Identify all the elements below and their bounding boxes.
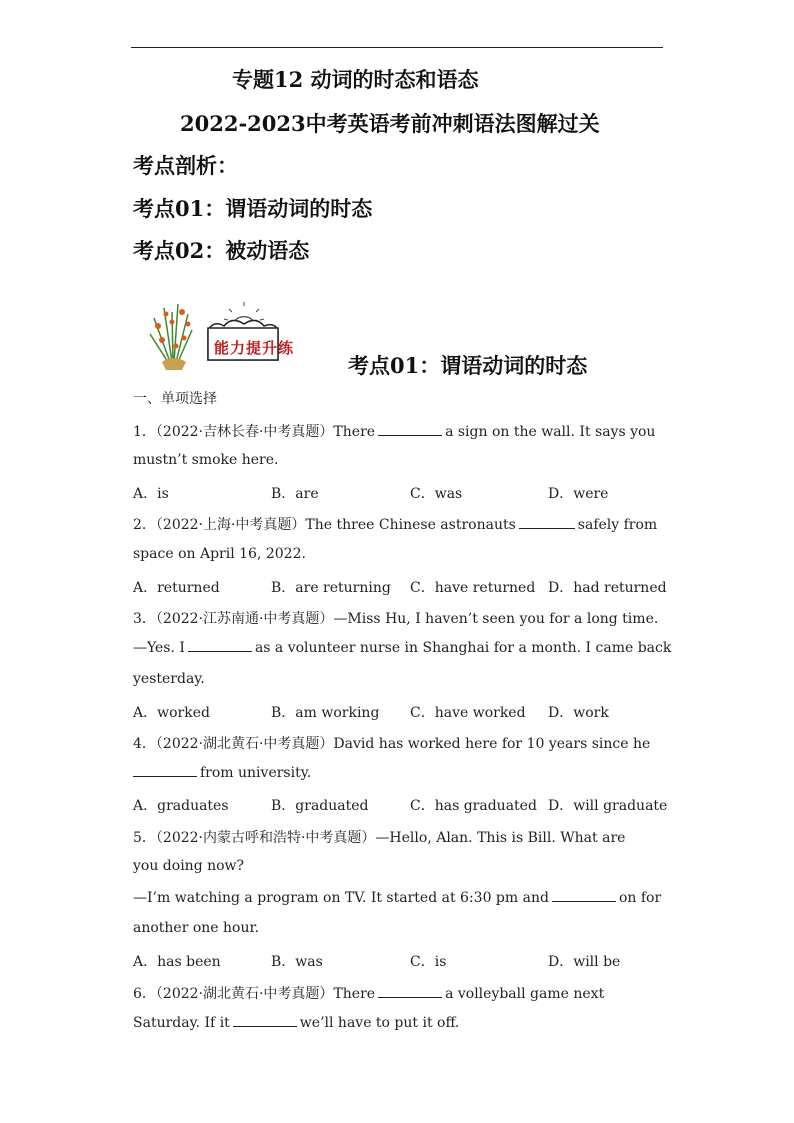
- option-c: C．is: [410, 954, 447, 970]
- question-3-line-1: 3．（2022·江苏南通·中考真题）—Miss Hu, I haven’t seen you for a long time.: [133, 611, 659, 627]
- question-6-text-2-cont: we’ll have to put it off.: [299, 1015, 460, 1031]
- question-2-text-cont: safely from: [577, 517, 658, 533]
- option-c: C．has graduated: [410, 798, 537, 814]
- question-1-text: 1．（2022·吉林长春·中考真题）There: [133, 424, 376, 440]
- option-b: B．graduated: [271, 798, 369, 814]
- answer-blank: [233, 1014, 297, 1027]
- option-b: B．am working: [271, 705, 380, 721]
- question-3-line-2: [133, 639, 671, 656]
- ability-badge: [144, 300, 344, 370]
- question-5-line-1: 5．（2022·内蒙古呼和浩特·中考真题）—Hello, Alan. This is Bill. What are: [133, 830, 626, 846]
- question-5-line-2: you doing now?: [133, 858, 245, 874]
- section-title: 考点01：谓语动词的时态: [348, 353, 588, 378]
- question-1-line-1: [133, 421, 655, 441]
- question-1-line-2: mustn’t smoke here.: [133, 452, 279, 468]
- question-2-line-2: space on April 16, 2022.: [133, 546, 306, 562]
- question-5-text: —I’m watching a program on TV. It started at 6:30 pm and: [133, 890, 549, 906]
- question-3-text-cont: as a volunteer nurse in Shanghai for a month. I came back: [254, 640, 672, 656]
- option-d: D．work: [548, 705, 609, 721]
- document-subtitle: 2022-2023中考英语考前冲刺语法图解过关: [180, 111, 600, 136]
- badge-label: 能力提升练: [214, 339, 295, 357]
- plant-icon: [144, 300, 344, 370]
- question-6-text-cont: a volleyball game next: [445, 986, 605, 1002]
- option-c: C．have worked: [410, 705, 526, 721]
- answer-blank: [378, 423, 442, 436]
- question-4-line-1: 4．（2022·湖北黄石·中考真题）David has worked here for 10 years since he: [133, 736, 651, 752]
- option-d: D．had returned: [548, 580, 667, 596]
- question-4-text-cont: from university.: [200, 765, 312, 781]
- question-4-line-2: [133, 764, 311, 781]
- question-6-text: 6．（2022·湖北黄石·中考真题）There: [133, 986, 376, 1002]
- question-2-text: 2．（2022·上海·中考真题）The three Chinese astronauts: [133, 517, 516, 533]
- option-a: A．has been: [133, 954, 221, 970]
- option-a: A．graduates: [133, 798, 229, 814]
- option-d: D．will graduate: [548, 798, 668, 814]
- section-subheading: 一、单项选择: [133, 391, 217, 407]
- question-3-line-3: yesterday.: [133, 671, 205, 687]
- option-a: A．is: [133, 486, 169, 502]
- option-c: C．was: [410, 486, 463, 502]
- question-1-text-cont: a sign on the wall. It says you: [445, 424, 656, 440]
- answer-blank: [378, 985, 442, 998]
- question-5-line-3: [133, 889, 661, 906]
- option-c: C．have returned: [410, 580, 536, 596]
- option-d: D．will be: [548, 954, 621, 970]
- point-2-heading: 考点02：被动语态: [133, 238, 310, 263]
- option-a: A．returned: [133, 580, 220, 596]
- point-1-heading: 考点01：谓语动词的时态: [133, 196, 373, 221]
- question-6-line-1: [133, 983, 604, 1003]
- option-b: B．are: [271, 486, 319, 502]
- question-5-line-4: another one hour.: [133, 920, 260, 936]
- answer-blank: [133, 764, 197, 777]
- question-6-text-2: Saturday. If it: [133, 1015, 230, 1031]
- answer-blank: [552, 889, 616, 902]
- option-b: B．was: [271, 954, 323, 970]
- header-rule: [131, 47, 663, 48]
- answer-blank: [188, 639, 252, 652]
- document-title: 专题12 动词的时态和语态: [232, 67, 479, 92]
- question-5-text-cont: on for: [618, 890, 662, 906]
- question-3-text: —Yes. I: [133, 640, 185, 656]
- analysis-heading: 考点剖析：: [133, 153, 238, 178]
- question-6-line-2: [133, 1014, 459, 1031]
- option-b: B．are returning: [271, 580, 391, 596]
- question-2-line-1: [133, 514, 657, 534]
- option-a: A．worked: [133, 705, 210, 721]
- option-d: D．were: [548, 486, 609, 502]
- answer-blank: [519, 516, 575, 529]
